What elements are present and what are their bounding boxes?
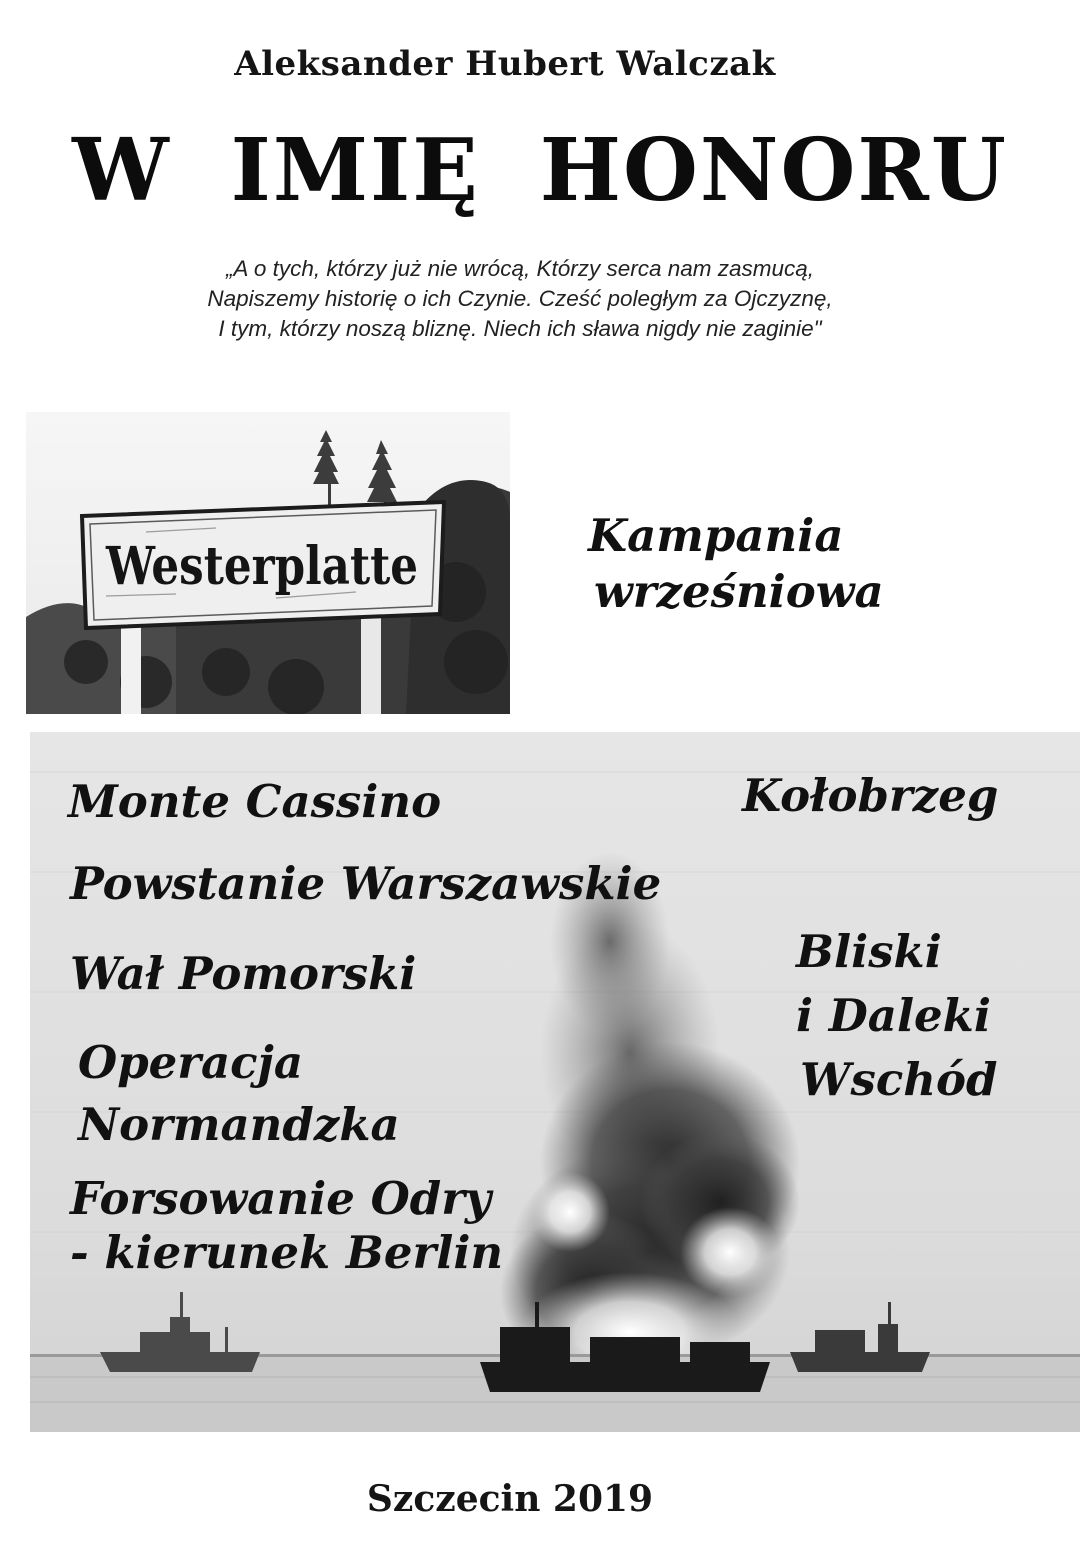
motto-quote — [150, 254, 890, 344]
motto-line: I tym, którzy noszą bliznę. Niech ich sława nigdy nie zaginie" — [218, 316, 822, 341]
topic-bliski-daleki-wschod — [796, 920, 997, 1112]
topic-line: Kampania — [588, 509, 844, 562]
topic-line: Normandzka — [78, 1098, 400, 1151]
topic-line: Operacja — [78, 1036, 303, 1089]
motto-line: „A o tych, którzy już nie wrócą, Którzy serca nam zasmucą, — [225, 256, 815, 281]
topic-line: Bliski — [796, 925, 942, 978]
author-name: Aleksander Hubert Walczak — [234, 44, 776, 84]
sign-text: Westerplatte — [105, 536, 418, 597]
topic-operacja-normandzka — [78, 1032, 400, 1156]
topic-powstanie-warszawskie: Powstanie Warszawskie — [70, 857, 662, 910]
topic-line: wrześniowa — [594, 565, 884, 618]
topic-monte-cassino: Monte Cassino — [68, 775, 442, 828]
topic-kampania-wrzesniowa — [588, 508, 884, 620]
book-title: W IMIĘ HONORU — [72, 120, 1008, 221]
topic-wal-pomorski: Wał Pomorski — [70, 947, 417, 1000]
topic-forsowanie-odry — [70, 1172, 503, 1280]
topic-line: Forsowanie Odry — [70, 1172, 492, 1225]
motto-line: Napiszemy historię o ich Czynie. Cześć poległym za Ojczyznę, — [207, 286, 833, 311]
topic-line: Wschód — [800, 1053, 998, 1106]
place-and-year: Szczecin 2019 — [366, 1478, 654, 1520]
topic-kolobrzeg: Kołobrzeg — [742, 769, 999, 822]
topic-line: i Daleki — [796, 989, 991, 1042]
topic-line: - kierunek Berlin — [70, 1226, 504, 1279]
westerplatte-sign-photo — [26, 412, 510, 714]
